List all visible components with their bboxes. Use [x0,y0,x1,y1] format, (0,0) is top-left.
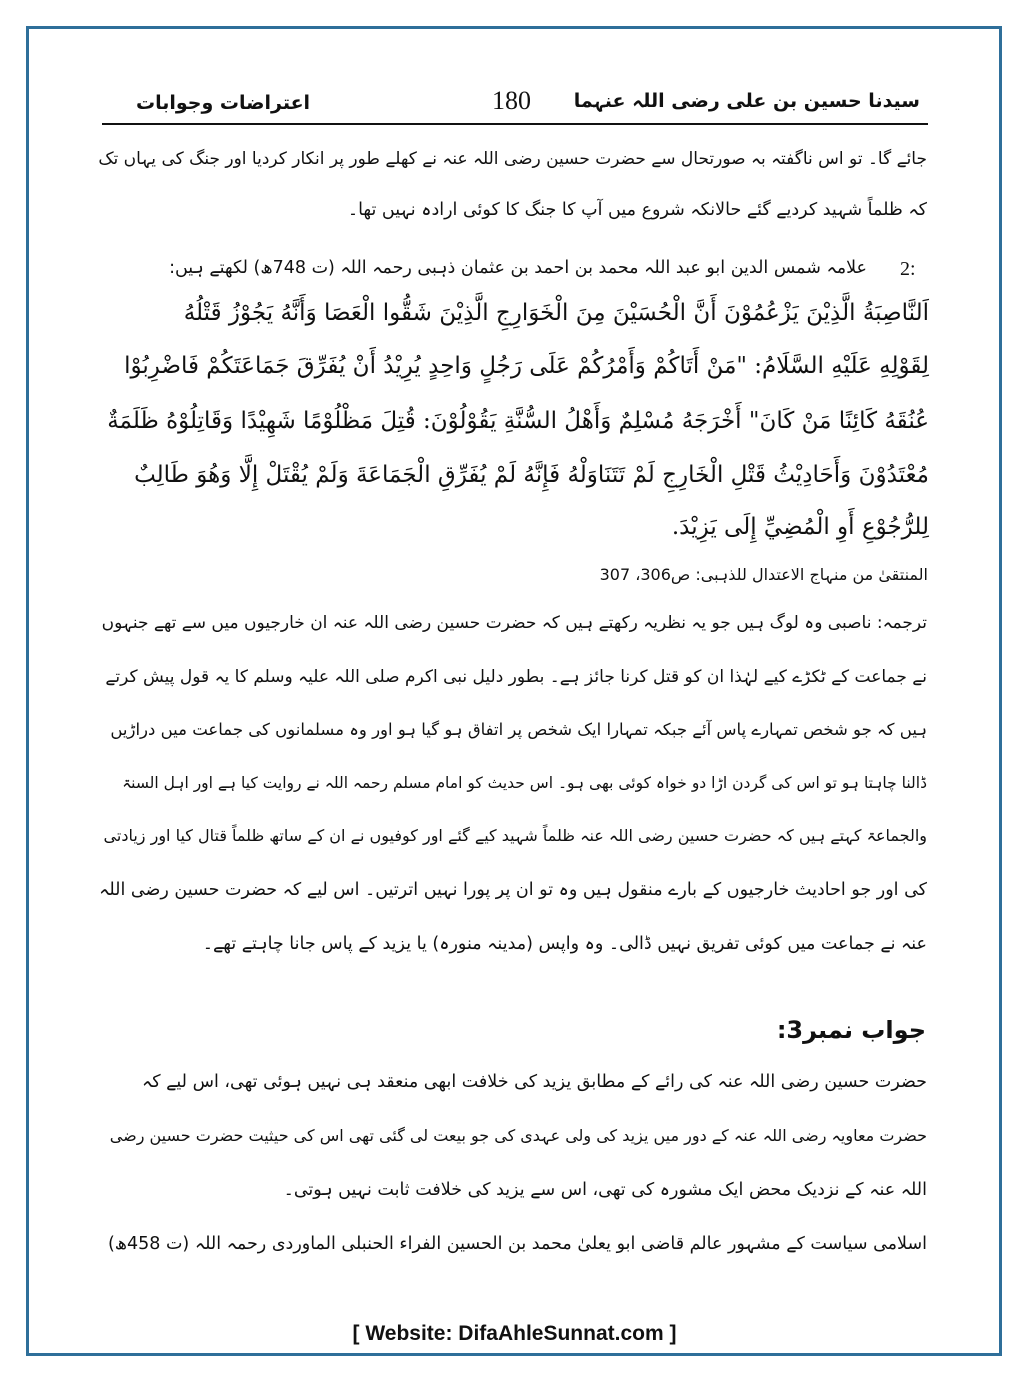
answer3-heading: جواب نمبر3: [776,1016,926,1044]
last-line: اسلامی سیاست کے مشہور عالم قاضی ابو یعلیٰ محمد بن الحسین الفراء الحنبلی الماوردی رحمہ اللہ (ت 458ھ) [107,1234,927,1254]
para1-line: جائے گا۔ تو اس ناگفتہ بہ صورتحال سے حضرت حسین رضی اللہ عنہ نے کھلے طور پر انکار کردیا اور جنگ کی یہاں تک [98,149,927,169]
translation-line: نے جماعت کے ٹکڑے کیے لہٰذا ان کو قتل کرنا جائز ہے۔ بطور دلیل نبی اکرم صلی اللہ علیہ وسلم کا یہ قول پیش کرتے [105,667,927,687]
page-frame [26,26,1002,1356]
arabic-line: عُنُقَهُ كَائِنًا مَنْ كَانَ" أَخْرَجَهُ مُسْلِمٌ وَأَهْلُ السُّنَّةِ يَقُوْلُوْنَ: قُتِلَ مَظْلُوْمًا شَهِيْدًا وَقَاتِلُوْهُ ظَلَمَةٌ [107,408,929,434]
item-number: 2: [900,258,916,280]
page-number: 180 [492,86,531,115]
website-footer: [ Website: DifaAhleSunnat.com ] [352,1322,677,1345]
arabic-line: لِلرُّجُوْعِ أَوِ الْمُضِيِّ إِلَى يَزِيْدَ. [671,514,929,540]
translation-line: ہیں کہ جو شخص تمہارے پاس آئے جبکہ تمہارا ایک شخص پر اتفاق ہو گیا ہو اور وہ مسلمانوں کی جماعت میں دراڑیں [110,720,927,739]
answer3-line: اللہ عنہ کے نزدیک محض ایک مشورہ کی تھی، اس سے یزید کی خلافت ثابت نہیں ہوتی۔ [283,1180,927,1200]
para1-line: کہ ظلماً شہید کردیے گئے حالانکہ شروع میں آپ کا جنگ کا کوئی ارادہ نہیں تھا۔ [347,200,927,220]
translation-line: والجماعۃ کہتے ہیں کہ حضرت حسین رضی اللہ عنہ ظلماً شہید کیے گئے اور کوفیوں نے ان کے ساتھ ظلماً قتال کیا اور زیادتی [103,826,927,845]
header-divider [102,123,928,125]
source-reference: المنتقیٰ من منہاج الاعتدال للذہبی: ص306، 307 [599,565,928,584]
answer3-line: حضرت معاویہ رضی اللہ عنہ کے دور میں یزید کی ولی عہدی کی جو بیعت لی گئی تھی اس کی حیثیت حضرت حسین رضی [109,1126,927,1145]
arabic-line: مُعْتَدُوْنَ وَأَحَادِيْثُ قَتْلِ الْخَارِجِ لَمْ تَتَنَاوَلْهُ فَإِنَّهُ لَمْ يُفَرِّقِ الْجَمَاعَةَ وَلَمْ يُقْتَلْ إِلَّا وَهُوَ طَالِبٌ [134,462,929,488]
arabic-line: اَلنَّاصِبَةُ الَّذِيْنَ يَزْعُمُوْنَ أَنَّ الْحُسَيْنَ مِنَ الْخَوَارِجِ الَّذِيْنَ شَقُّوا الْعَصَا وَأَنَّهُ يَجُوْزُ قَتْلُهُ [183,300,929,326]
translation-line: کی اور جو احادیث خارجیوں کے بارے منقول ہیں وہ تو ان پر پورا نہیں اترتیں۔ اس لیے کہ حضرت حسین رضی اللہ [99,880,927,900]
page-header [102,84,930,124]
section-title: اعتراضات وجوابات [136,92,311,114]
translation-line: عنہ نے جماعت میں کوئی تفریق نہیں ڈالی۔ وہ واپس (مدینہ منورہ) یا یزید کے پاس جانا چاہتے تھے۔ [202,934,927,954]
item2-intro: علامہ شمس الدین ابو عبد اللہ محمد بن احمد بن عثمان ذہبی رحمہ اللہ (ت 748ھ) لکھتے ہیں: [169,258,867,278]
answer3-line: حضرت حسین رضی اللہ عنہ کی رائے کے مطابق یزید کی خلافت ابھی منعقد ہی نہیں ہوئی تھی، اس لیے کہ [142,1072,927,1092]
translation-line: ترجمہ: ناصبی وہ لوگ ہیں جو یہ نظریہ رکھتے ہیں کہ حضرت حسین رضی اللہ عنہ ان خارجیوں میں سے تھے جنہوں [101,613,927,633]
translation-line: ڈالنا چاہتا ہو تو اس کی گردن اڑا دو خواہ کوئی بھی ہو۔ اس حدیث کو امام مسلم رحمہ اللہ نے روایت کیا ہے اور اہل السنۃ [122,774,927,792]
book-title: سیدنا حسین بن علی رضی اللہ عنہما [573,90,920,112]
arabic-line: لِقَوْلِهِ عَلَيْهِ السَّلَامُ: "مَنْ أَتَاكُمْ وَأَمْرُكُمْ عَلَى رَجُلٍ وَاحِدٍ يُرِيْدُ أَنْ يُفَرِّقَ جَمَاعَتَكُمْ فَاضْرِبُوْا [124,353,929,379]
